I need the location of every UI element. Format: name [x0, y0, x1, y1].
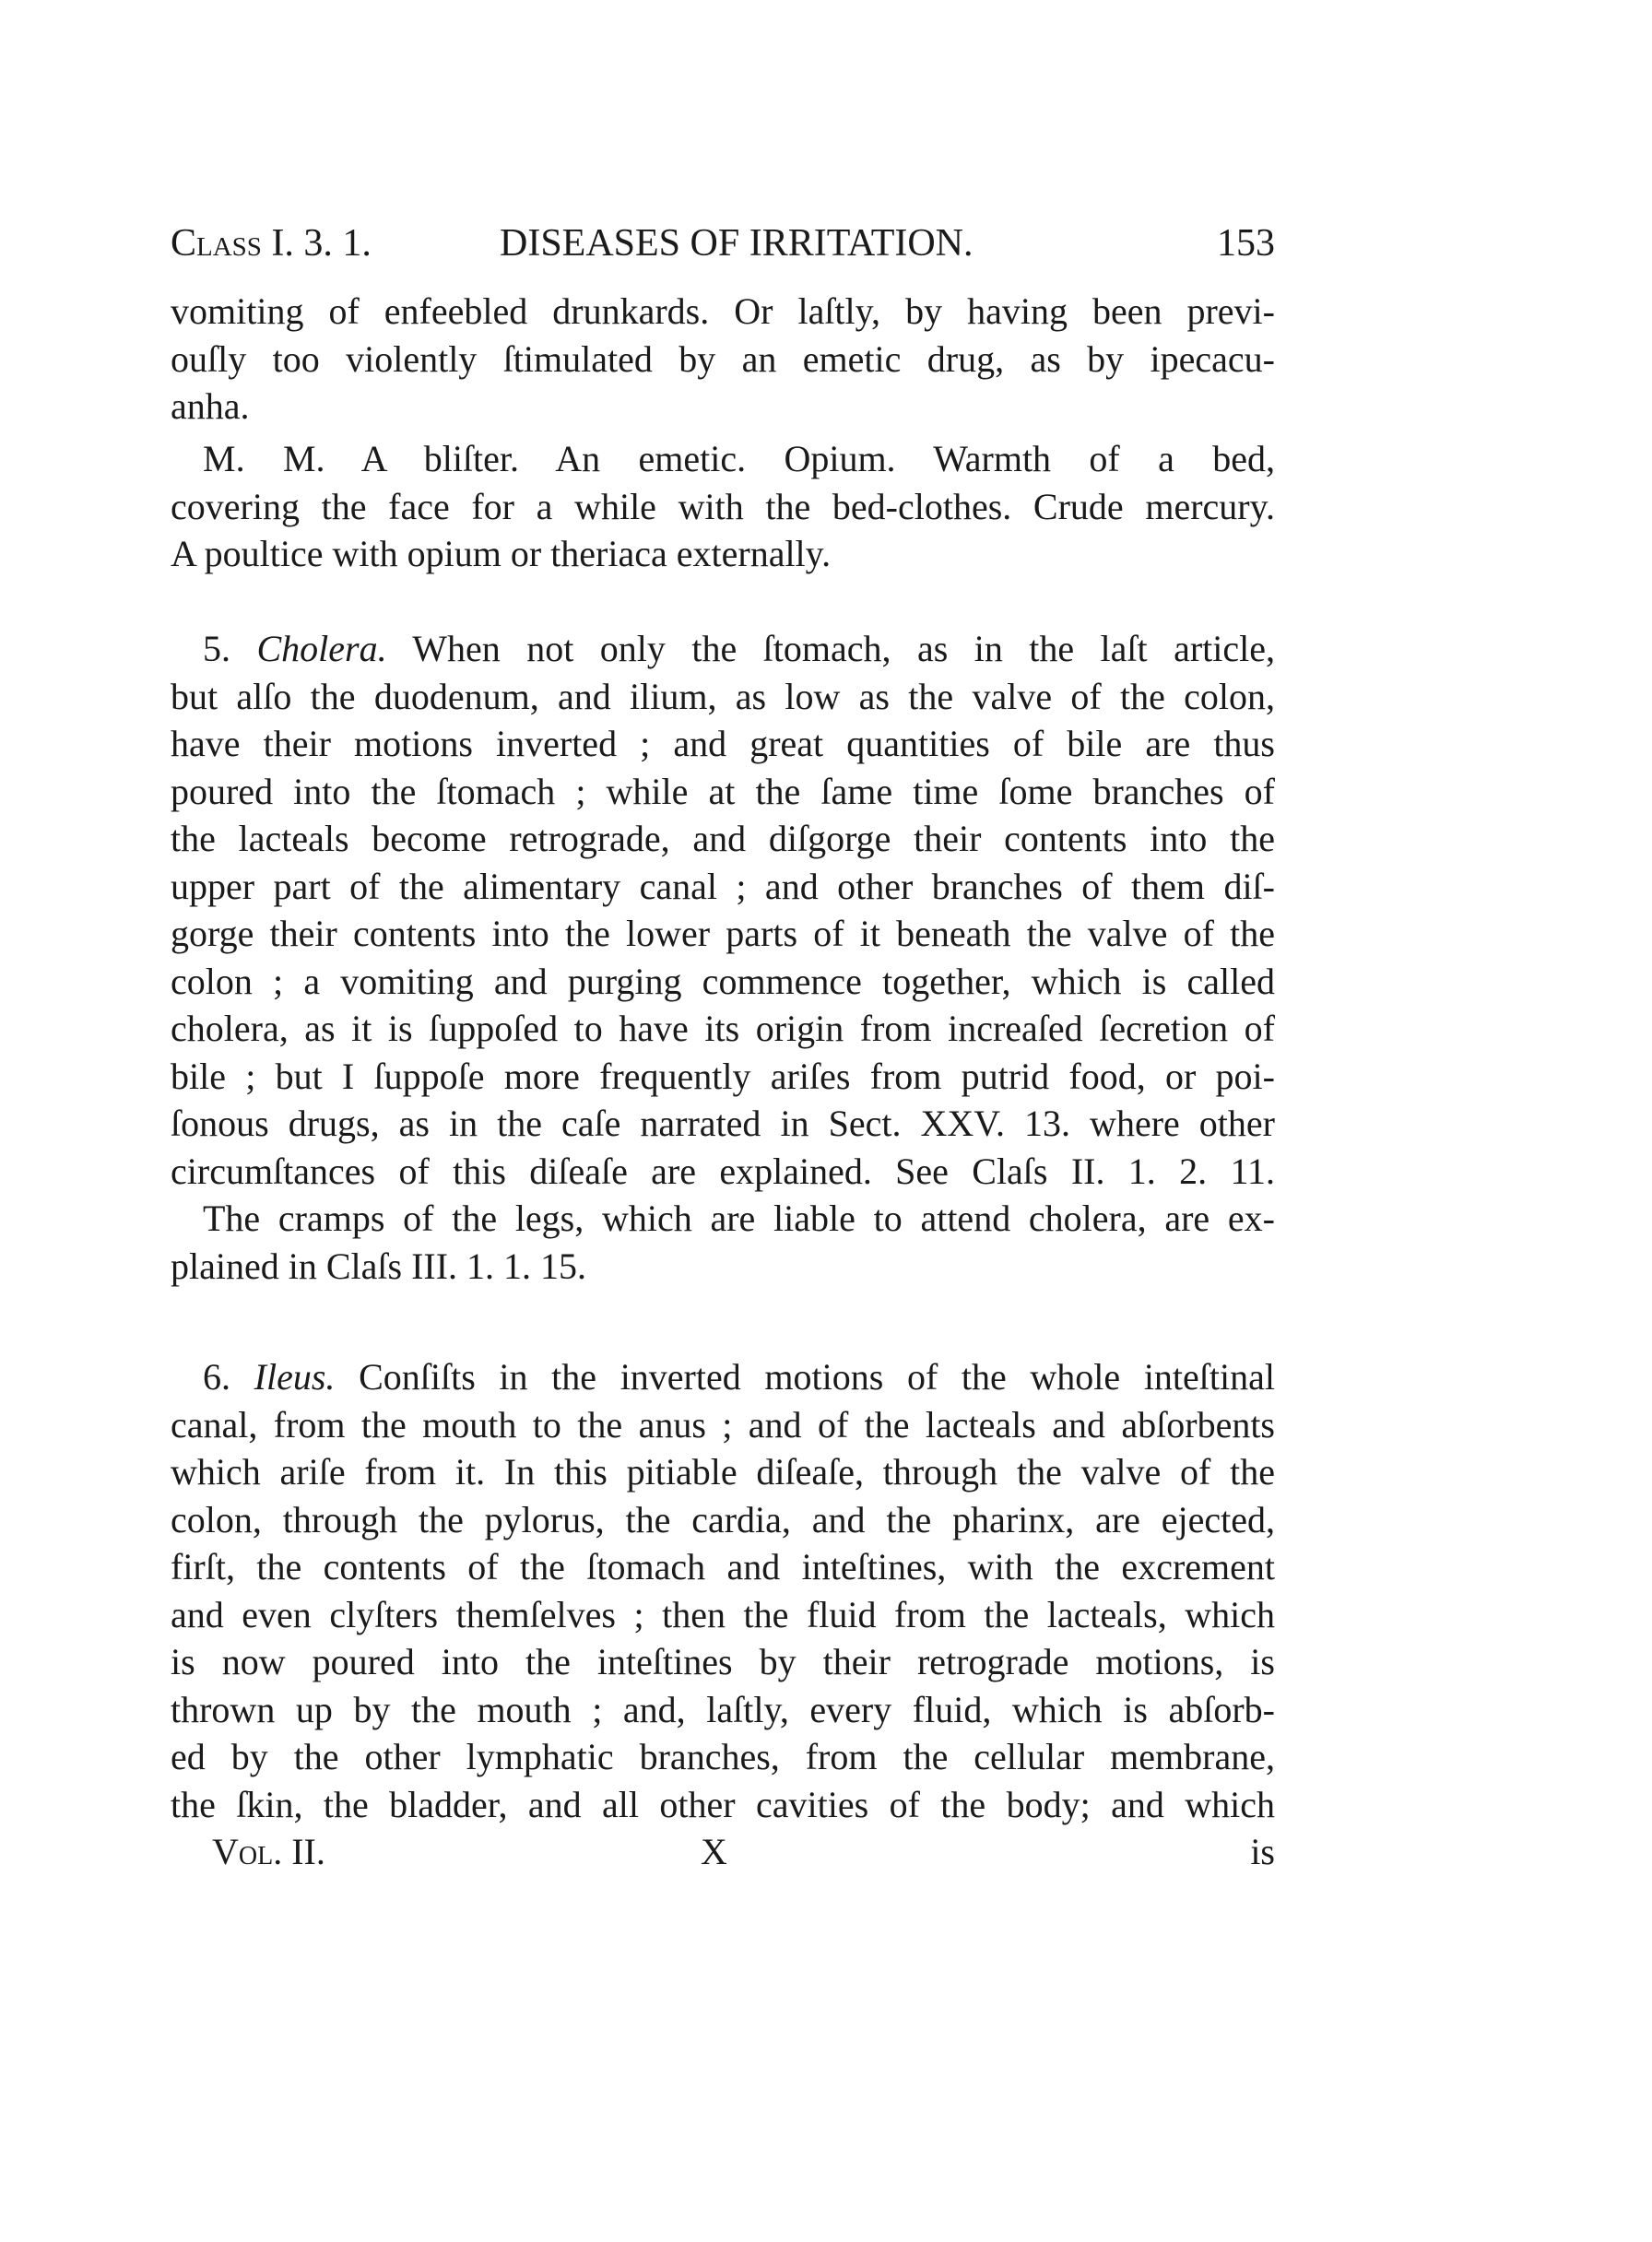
text-line: but alſo the duodenum, and ilium, as low as the valve of the colon,	[171, 675, 1275, 717]
volume-label: Vol. II.	[212, 1831, 325, 1872]
article-term: Cholera.	[256, 628, 387, 669]
text-line: which ariſe from it. In this pitiable diſeaſe, through the valve of the	[171, 1451, 1275, 1493]
article-term: Ileus.	[254, 1356, 336, 1398]
text-line: anha.	[171, 385, 250, 427]
text-line: cholera, as it is ſuppoſed to have its origin from increaſed ſecretion of	[171, 1008, 1275, 1049]
text-line: and even clyſters themſelves ; then the fluid from the lacteals, which	[171, 1593, 1275, 1635]
text-line: canal, from the mouth to the anus ; and of the lacteals and abſorbents	[171, 1403, 1275, 1446]
text-line: vomiting of enfeebled drunkards. Or laſtly, by having been previ-	[171, 290, 1275, 332]
catchword: is	[1250, 1831, 1275, 1872]
article-number: 5.	[203, 628, 230, 669]
text-line: gorge their contents into the lower parts of it beneath the valve of the	[171, 913, 1275, 954]
text-line: have their motions inverted ; and great quantities of bile are thus	[171, 723, 1275, 764]
header-class-ref: Class I. 3. 1.	[171, 222, 372, 265]
running-header	[171, 221, 1275, 273]
text-line: M. M. A bliſter. An emetic. Opium. Warmth of a bed,	[203, 438, 1275, 479]
text-line	[203, 1353, 1275, 1401]
page-number: 153	[1217, 222, 1275, 265]
header-title: DISEASES OF IRRITATION.	[500, 222, 974, 265]
text-line: bile ; but I ſuppoſe more frequently ariſes from putrid food, or poi-	[171, 1055, 1275, 1097]
text-line: The cramps of the legs, which are liable to attend cholera, are ex-	[203, 1198, 1275, 1239]
article-number: 6.	[203, 1356, 230, 1398]
text-line: upper part of the alimentary canal ; and other branches of them diſ-	[171, 865, 1275, 907]
line-text: When not only the ſtomach, as in the laſt article,	[412, 628, 1276, 669]
text-line: plained in Claſs III. 1. 1. 15.	[171, 1245, 587, 1287]
text-line: poured into the ſtomach ; while at the ſame time ſome branches of	[171, 770, 1275, 812]
text-line: firſt, the contents of the ſtomach and inteſtines, with the excrement	[171, 1546, 1275, 1587]
text-line: ed by the other lymphatic branches, from the cellular membrane,	[171, 1736, 1275, 1777]
text-line: colon ; a vomiting and purging commence together, which is called	[171, 960, 1275, 1002]
text-line: ouſly too violently ſtimulated by an emetic drug, as by ipecacu-	[171, 337, 1275, 380]
text-line	[203, 625, 1275, 673]
text-line: the lacteals become retrograde, and diſgorge their contents into the	[171, 818, 1275, 859]
text-line: ſonous drugs, as in the caſe narrated in Sect. XXV. 13. where other	[171, 1103, 1275, 1144]
text-line: is now poured into the inteſtines by their retrograde motions, is	[171, 1641, 1275, 1682]
line-text: Conſiſts in the inverted motions of the whole inteſtinal	[359, 1356, 1276, 1398]
signature-mark: X	[701, 1831, 727, 1872]
text-line: A poultice with opium or theriaca externally.	[171, 533, 832, 574]
text-line: thrown up by the mouth ; and, laſtly, every fluid, which is abſorb-	[171, 1688, 1275, 1730]
text-line: colon, through the pylorus, the cardia, and the pharinx, are ejected,	[171, 1498, 1275, 1540]
text-line: covering the face for a while with the bed-clothes. Crude mercury.	[171, 485, 1275, 527]
text-line: the ſkin, the bladder, and all other cavities of the body; and which	[171, 1783, 1275, 1825]
text-line: circumſtances of this diſeaſe are explained. See Claſs II. 1. 2. 11.	[171, 1150, 1275, 1192]
